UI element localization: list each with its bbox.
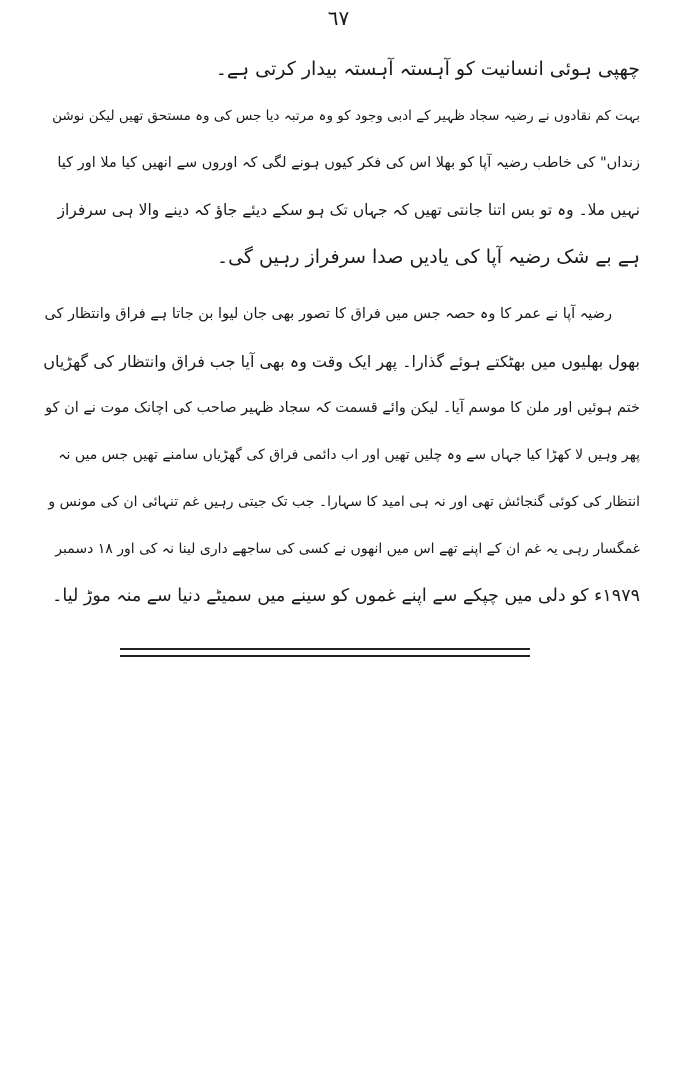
text-line: بھول بھلیوں میں بھٹکتے ہوئے گذارا۔ پھر ایک وقت وہ بھی آیا جب فراق وانتظار کی گھڑیاں (43, 352, 640, 371)
text-line: غمگسار رہی یہ غم ان کے اپنے تھے اس میں انھوں نے کسی کی ساجھے داری لینا نہ کی اور ۱۸ دسمبر (55, 541, 640, 557)
page-number: ٦٧ (327, 6, 350, 30)
body-text (40, 46, 640, 620)
text-line: ختم ہوئیں اور ملن کا موسم آیا۔ لیکن وائے قسمت کہ سجاد ظہیر صاحب کی اچانک موت نے ان کو (45, 400, 640, 416)
text-line: ۱۹۷۹ء کو دلی میں چپکے سے اپنے غموں کو سینے میں سمیٹے دنیا سے منہ موڑ لیا۔ (52, 586, 640, 606)
text-line: نہیں ملا۔ وہ تو بس اتنا جانتی تھیں کہ جہاں تک ہو سکے دیئے جاؤ کہ دینے والا ہی سرفراز (57, 201, 640, 219)
text-line: زنداں" کی خاطب رضیہ آپا کو بھلا اس کی فکر کیوں ہونے لگی کہ اوروں سے انھیں کیا ملا اور کیا (57, 155, 640, 171)
text-line: ہے بے شک رضیہ آپا کی یادیں صدا سرفراز رہیں گی۔ (216, 246, 640, 268)
text-line: انتظار کی کوئی گنجائش تھی اور نہ ہی امید کا سہارا۔ جب تک جیتی رہیں غم تنہائی ان کی مونس و (48, 494, 640, 510)
text-line: بہت کم نقادوں نے رضیہ سجاد ظہیر کے ادبی وجود کو وہ مرتبہ دیا جس کی وہ مستحق تھیں لیکن نوشن (52, 108, 640, 124)
end-rule-bottom (120, 655, 530, 657)
text-line: رضیہ آپا نے عمر کا وہ حصہ جس میں فراق کا تصور بھی جان لیوا بن جاتا ہے فراق وانتظار کی (44, 306, 612, 322)
end-rule-top (120, 648, 530, 650)
text-line: پھر وہیں لا کھڑا کیا جہاں سے وہ چلیں تھیں اور اب دائمی فراق کی گھڑیاں سامنے تھیں جس میں نہ (58, 447, 640, 463)
text-line: چھپی ہوئی انسانیت کو آہستہ آہستہ بیدار کرتی ہے۔ (215, 58, 640, 80)
